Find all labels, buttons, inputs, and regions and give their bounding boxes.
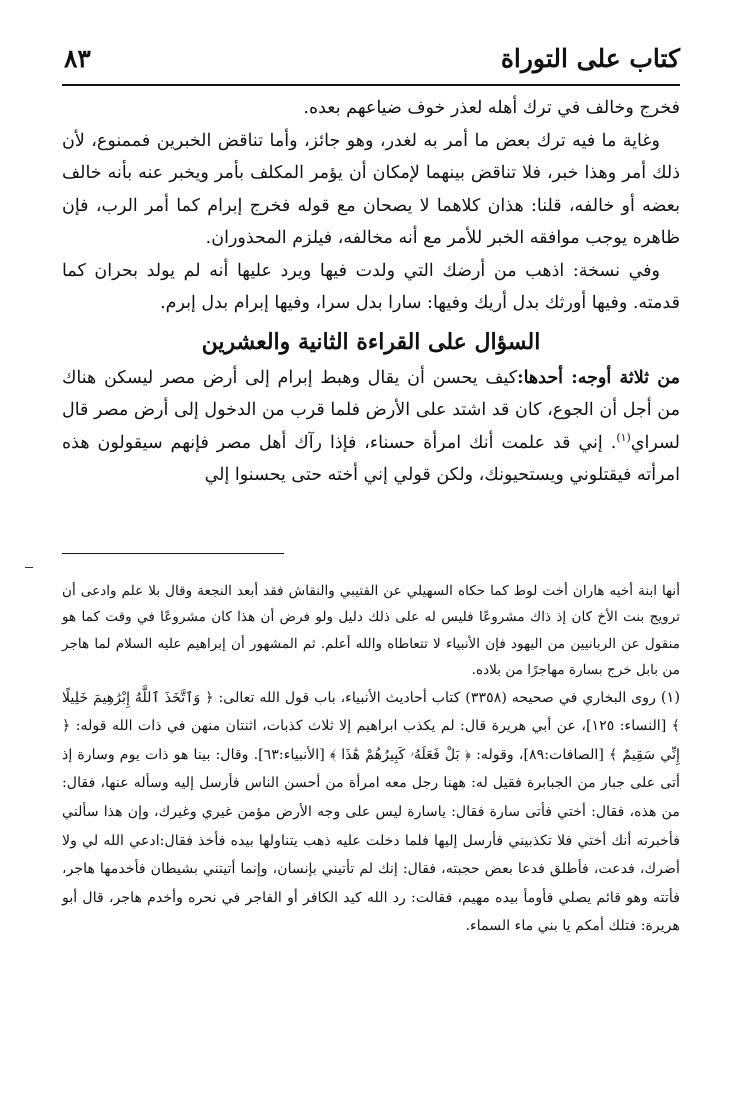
footnote-reference[interactable]: (١) xyxy=(616,430,631,444)
footnote-text: روى البخاري في صحيحه (٣٣٥٨) كتاب أحاديث الأنبياء، باب قول الله تعالى: ﴿ وَٱتَّخَذَ ٱللَّهُ إِبْرَٰهِيمَ خَلِيلًا ﴾ [النساء: ١٢٥]، عن أبي هريرة قال: لم يكذب ابراهيم إلا ثلاث كذبات، اثنتان منهن في ذات الله قوله: ﴿ إِنِّي سَقِيمٌ ﴾ [الصافات:٨٩]، وقوله: ﴿ بَلْ فَعَلَهُۥ كَبِيرُهُمْ هَٰذَا ﴾ [الأنبياء:٦٣]. وقال: بينا هو ذات يوم وسارة إذ أتى على جبار من الجبابرة فقيل له: ههنا رجل معه امرأة من أحسن الناس فأرسل إليه وسأله عنها، فقال: من هذه، فقال: أختي فأتى سارة فقال: ياسارة ليس على وجه الأرض مؤمن غيري وغيرك، وإن هذا سألني فأخبرته أنك أختي فلا تكذبيني فأرسل إليها فلما دخلت عليه ذهب يتناولها بيده فأخذ فقال:ادعي الله لي ولا أضرك، فدعت، فأطلق فدعا بعض حجبته، فقال: إنك لم تأتيني بإنسان، وإنما أتيتني بشيطان فأخدمها هاجر، فأتته وهو قائم يصلي فأومأ بيده مهيم، فقالت: رد الله كيد الكافر أو الفاجر في نحره وأخدم هاجر، قال أبو هريرة: فتلك أمكم يا بني ماء السماء. xyxy=(62,689,680,935)
section-heading: السؤال على القراءة الثانية والعشرين xyxy=(201,328,541,355)
paragraph-body: . إني قد علمت أنك امرأة حسناء، فإذا رآك أهل مصر فإنهم سيقولون هذه امرأته فيقتلوني ويستحيونك، ولكن قولي إني أخته حتى يحسنوا إلي xyxy=(62,432,680,485)
paragraph: وفي نسخة: اذهب من أرضك التي ولدت فيها ويرد عليها أنه لم يولد بحران كما قدمته. وفيها أورثك بدل أريك وفيها: سارا بدل سرا، وفيها إبرام بدل إبرم. xyxy=(62,260,680,313)
footnote-1 xyxy=(62,684,680,941)
running-header xyxy=(62,40,680,86)
footnote-separator xyxy=(62,553,284,554)
margin-mark xyxy=(25,567,33,568)
footnotes xyxy=(62,578,680,941)
footnote-continuation: أنها ابنة أخيه هاران أخت لوط كما حكاه السهيلي عن القتيبي والنقاش فقد أبعد النجعة وقال بلا علم وادعى أن ترويج بنت الأخ كان إذ ذاك مشروعًا فليس له على ذلك دليل ولو فرض أن هذا كان مشروعًا في وقت كما هو منقول عن الربانيين من اليهود فإن الأنبياء لا تتعاطاه والله أعلم. ثم المشهور أن إبراهيم عليه السلام لما هاجر من بابل خرج بسارة مهاجرًا من بلاده. xyxy=(62,583,680,679)
main-text xyxy=(62,92,680,492)
paragraph-body: كيف يحسن أن يقال وهبط إبرام إلى أرض مصر ليسكن هناك من أجل أن الجوع، كان قد اشتد على الأرض فلما قرب من الدخول إلى أرض مصر قال لسراي xyxy=(62,367,680,453)
paragraph: وغاية ما فيه ترك بعض ما أمر به لغدر، وهو جائز، وأما تناقض الخبرين فممنوع، لأن ذلك أمر وهذا خبر، فلا تناقض بينهما لإمكان أن يؤمر المكلف بأمر ويخبر عنه بأنه خالف بعضه أو خالفه، قلنا: هذان كلاهما لا يصحان مع قوله فخرج إبرام كما أمر الرب، فإن ظاهره يوجب موافقه الخبر للأمر مع أنه مخالفه، فيلزم المحذوران. xyxy=(62,130,680,248)
paragraph-lead: من ثلاثة أوجه: أحدها: xyxy=(517,367,680,388)
paragraph: فخرج وخالف في ترك أهله لعذر خوف ضياعهم بعده. xyxy=(303,98,680,118)
page-number: ٨٣ xyxy=(64,44,91,73)
book-title: كتاب على التوراة xyxy=(500,44,680,73)
footnote-number: (١) xyxy=(660,689,680,706)
paragraph xyxy=(62,362,680,492)
